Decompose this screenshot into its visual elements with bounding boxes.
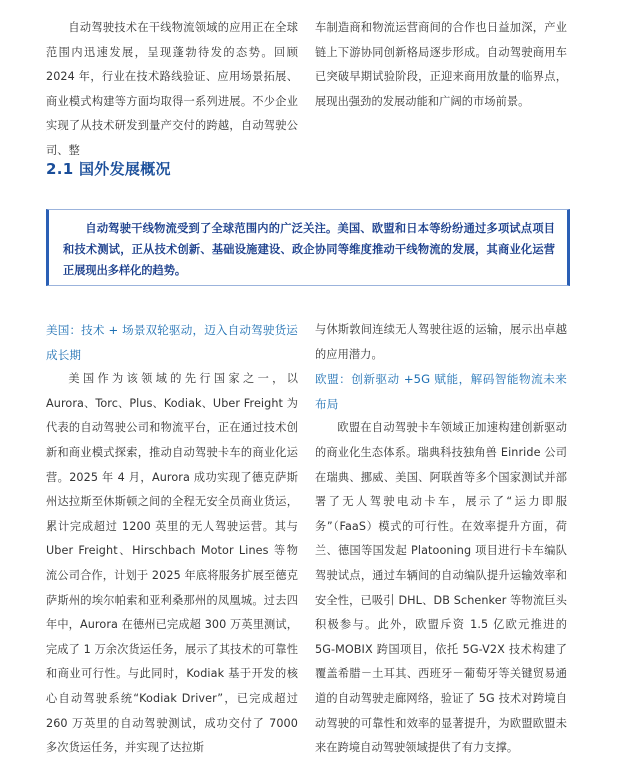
usa-heading: 美国：技术 + 场景双轮驱动，迈入自动驾驶货运成长期 xyxy=(46,323,298,362)
europe-heading: 欧盟：创新驱动 +5G 赋能，解码智能物流未来布局 xyxy=(315,372,567,411)
europe-column xyxy=(315,318,567,761)
europe-paragraph: 欧盟在自动驾驶卡车领域正加速构建创新驱动的商业化生态体系。瑞典科技独角兽 Einride 公司在瑞典、挪威、美国、阿联酋等多个国家测试并部署了无人驾驶电动卡车，展示了“运力即服务”（FaaS）模式的可行性。在效率提升方面，荷兰、德国等国发起 Platooning 项目进行卡车编队驾驶试点，通过车辆间的自动编队提升运输效率和安全性，已吸引 DHL、DB Schenker 等物流巨头积极参与。此外，欧盟斥资 1.5 亿欧元推进的 5G-MOBIX 跨国项目，依托 5G-V2X 技术构建了覆盖希腊－土耳其、西班牙－葡萄牙等关键贸易通道的自动驾驶走廊网络，验证了 5G 技术对跨境自动驾驶的可靠性和效率的显著提升，为欧盟欧盟未来在跨境自动驾驶领域提供了有力支撑。 xyxy=(315,421,567,755)
intro-paragraph-right: 车制造商和物流运营商间的合作也日益加深，产业链上下游协同创新格局逐步形成。自动驾驶商用车已突破早期试验阶段，正迎来商用放量的临界点，展现出强劲的发展动能和广阔的市场前景。 xyxy=(315,21,567,108)
intro-paragraph-left: 自动驾驶技术在干线物流领域的应用正在全球范围内迅速发展，呈现蓬勃待发的态势。回顾 2024 年，行业在技术路线验证、应用场景拓展、商业模式构建等方面均取得一系列进展。不少企业实现了从技术研发到量产交付的跨越，自动驾驶公司、整 xyxy=(46,21,298,157)
usa-paragraph-continued: 与休斯敦间连续无人驾驶往返的运输，展示出卓越的应用潜力。 xyxy=(315,323,567,361)
usa-column xyxy=(46,318,298,761)
summary-callout-text: 自动驾驶干线物流受到了全球范围内的广泛关注。美国、欧盟和日本等纷纷通过多项试点项目和技术测试，正从技术创新、基础设施建设、政企协同等维度推动干线物流的发展，其商业化运营正展现出多样化的趋势。 xyxy=(63,222,555,277)
usa-paragraph: 美国作为该领域的先行国家之一，以 Aurora、Torc、Plus、Kodiak、Uber Freight 为代表的自动驾驶公司和物流平台，正在通过技术创新和商业模式探索，推动自动驾驶卡车的商业化运营。2025 年 4 月，Aurora 成功实现了德克萨斯州达拉斯至休斯顿之间的全程无安全员商业货运，累计完成超过 1200 英里的无人驾驶运营。其与 Uber Freight、Hirschbach Motor Lines 等物流公司合作，计划于 2025 年底将服务扩展至德克萨斯州的埃尔帕索和亚利桑那州的凤凰城。过去四年中，Aurora 在德州已完成超 300 万英里测试，完成了 1 万余次货运任务，展示了其技术的可靠性和商业可行性。与此同时，Kodiak 基于开发的核心自动驾驶系统“Kodiak Driver”，已完成超过 260 万英里的自动驾驶测试，成功交付了 7000 多次货运任务，并实现了达拉斯 xyxy=(46,372,298,755)
section-title: 2.1 国外发展概况 xyxy=(46,160,171,178)
summary-callout-box xyxy=(46,209,570,286)
intro-left-column xyxy=(46,16,298,164)
intro-right-column xyxy=(315,16,567,114)
